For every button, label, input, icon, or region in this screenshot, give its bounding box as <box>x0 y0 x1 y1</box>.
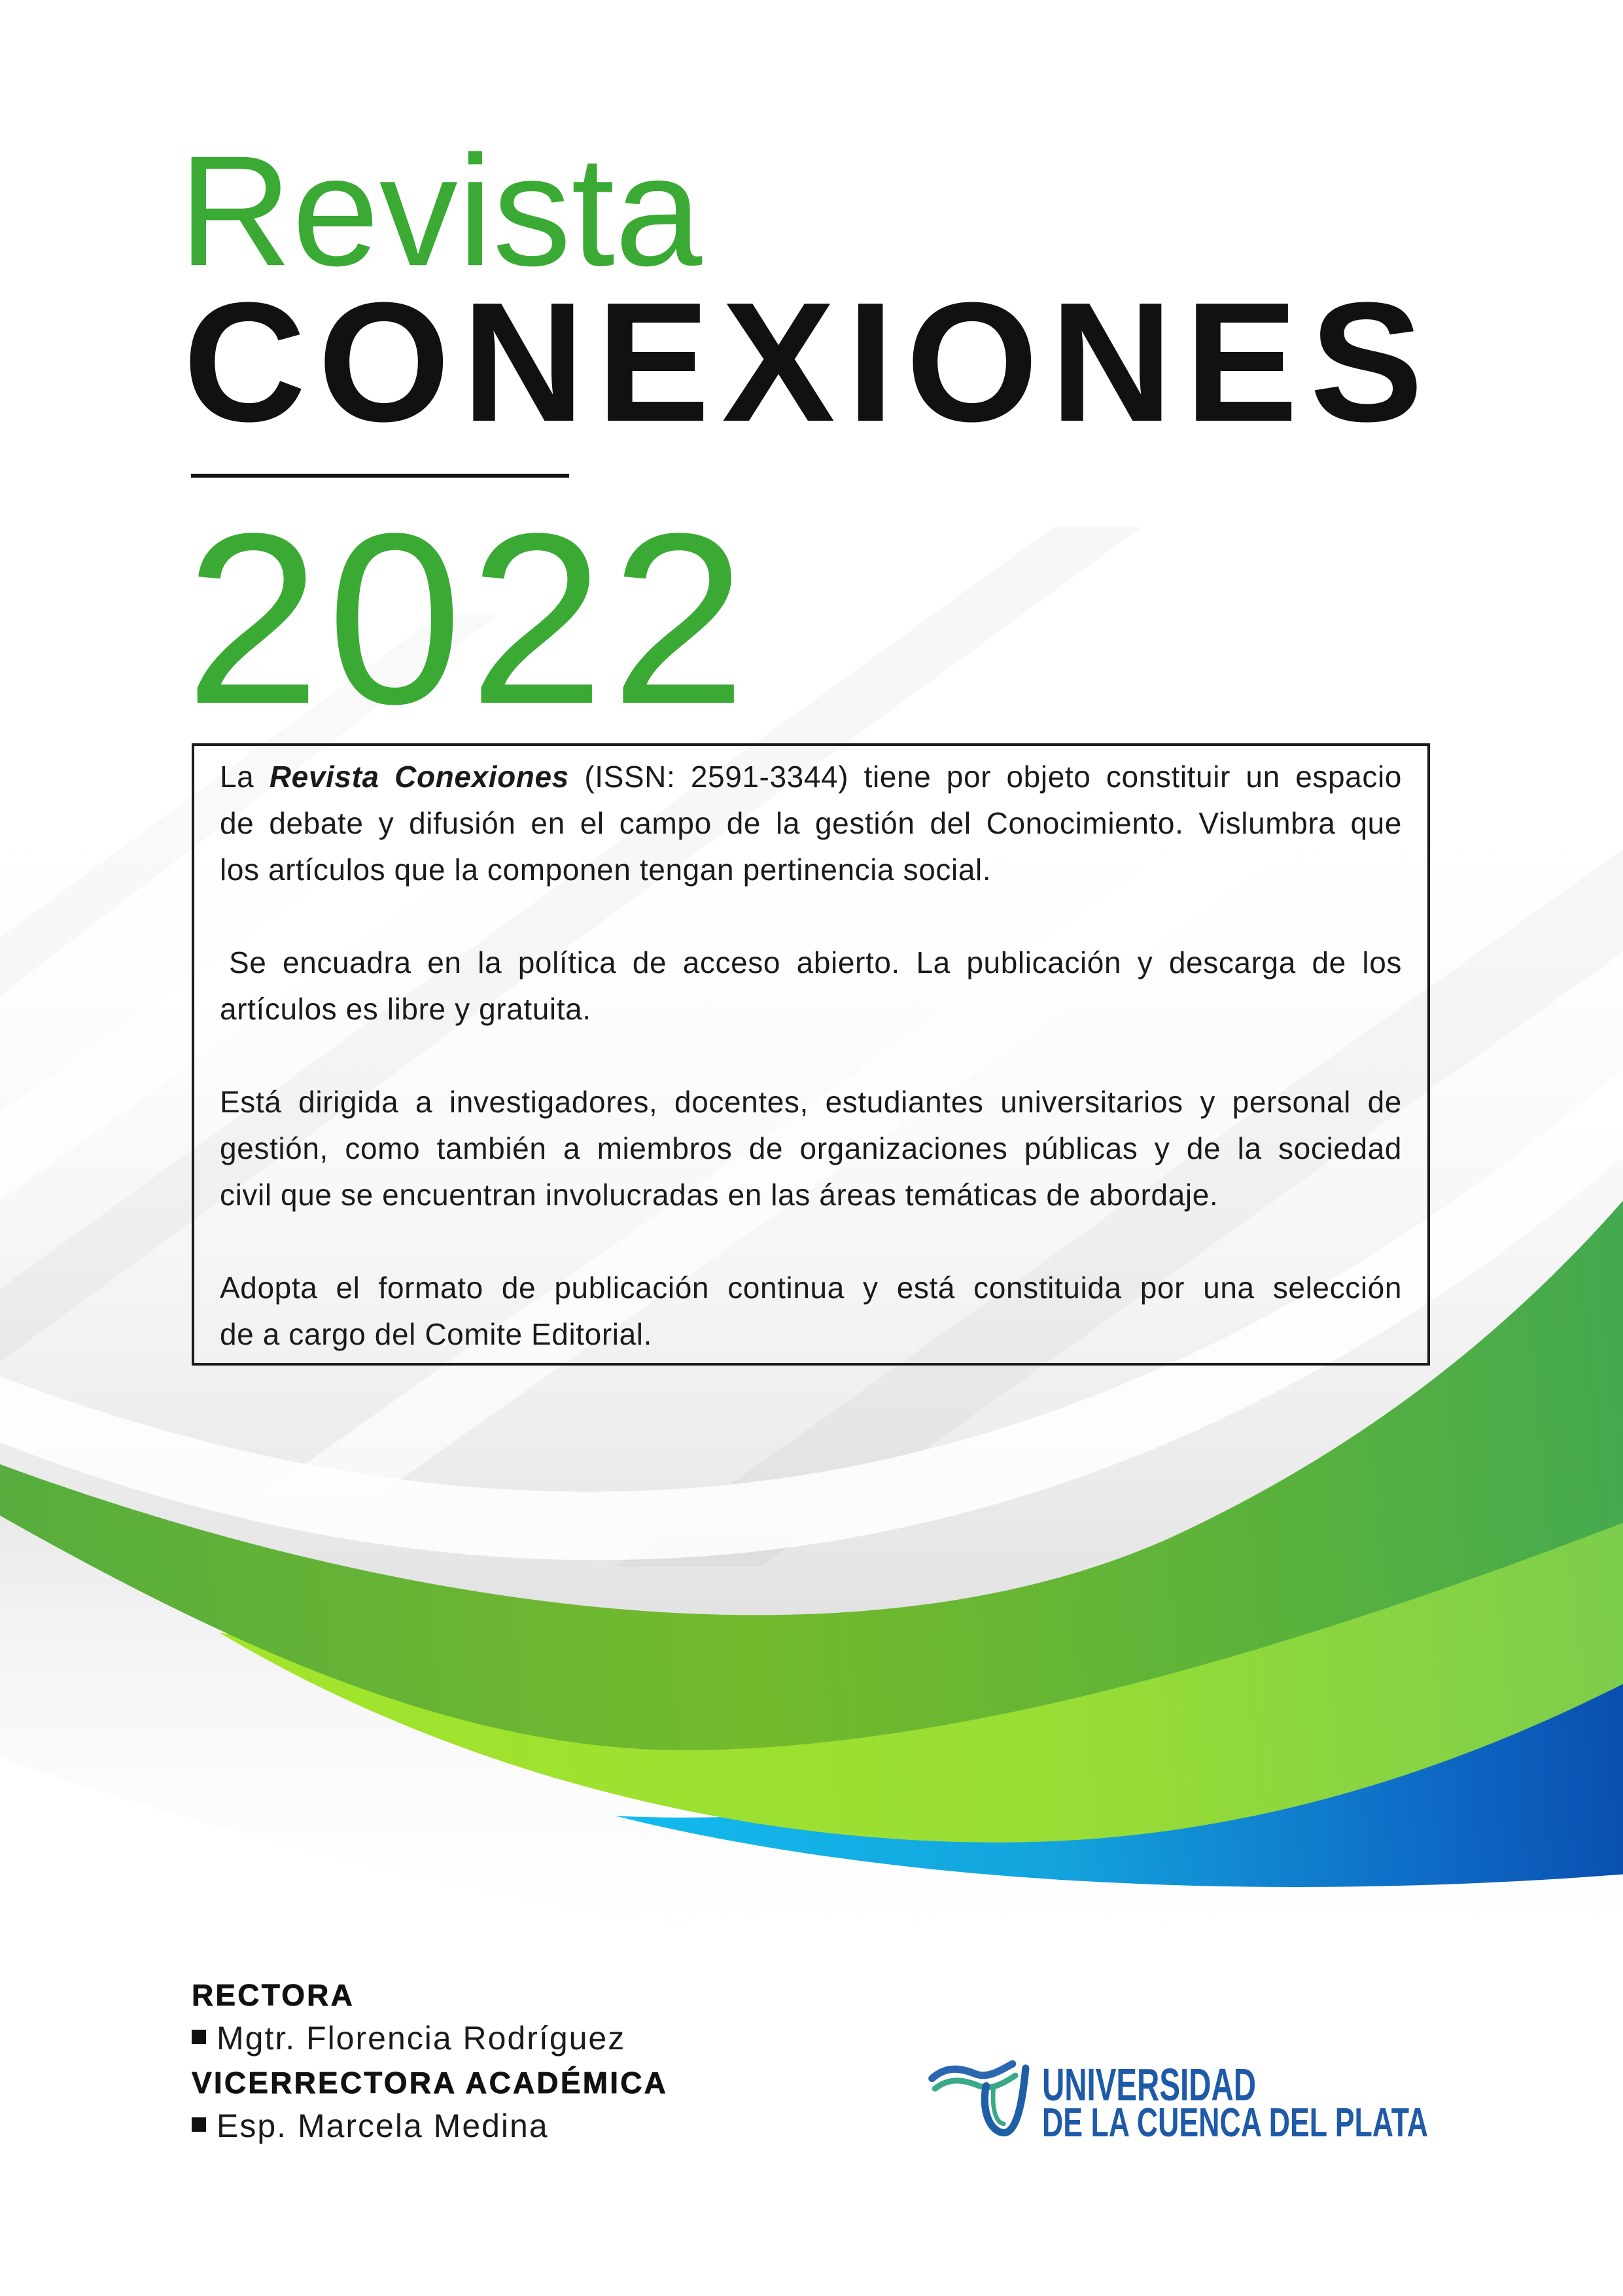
text-line: los artículos que la componen tengan pertinencia social. <box>220 853 992 887</box>
magazine-title: CONEXIONES <box>183 268 1435 457</box>
logo-line-1: UNIVERSIDAD <box>1042 2059 1256 2110</box>
intro-paragraph <box>220 940 1402 1033</box>
text-line: de debate y difusión en el campo de la gestión del Conocimiento. Vislumbra que <box>220 806 1402 840</box>
credit-name-row <box>192 2110 715 2144</box>
intro-text-box <box>192 743 1430 1366</box>
text-line <box>220 754 1402 800</box>
university-logo-wordmark <box>1042 2059 1448 2146</box>
text-fragment: (ISSN: 2591-3344) tiene por objeto constituir un espacio <box>584 760 1402 794</box>
credit-role-rectora: RECTORA <box>192 1978 355 2012</box>
text-line: Adopta el formato de publicación continua y está constituida por una selección <box>220 1271 1402 1305</box>
university-wave-logo-icon <box>929 2057 1032 2137</box>
text-line: Se encuadra en la política de acceso abierto. La publicación y descarga de los <box>229 945 1402 980</box>
logo-line-2: DE LA CUENCA DEL PLATA <box>1042 2100 1428 2146</box>
issue-year: 2022 <box>185 482 753 754</box>
credit-name: Esp. Marcela Medina <box>217 2108 549 2144</box>
journal-name-emphasis: Revista Conexiones <box>269 760 569 794</box>
title-divider <box>191 474 569 478</box>
text-line: artículos es libre y gratuita. <box>220 992 591 1026</box>
text-line: gestión, como también a miembros de organizaciones públicas y de la sociedad <box>220 1131 1402 1165</box>
text-line: civil que se encuentran involucradas en las áreas temáticas de abordaje. <box>220 1178 1219 1212</box>
credit-name: Mgtr. Florencia Rodríguez <box>217 2020 626 2057</box>
intro-paragraph <box>220 754 1402 893</box>
intro-paragraph <box>220 1265 1402 1358</box>
credit-name-row <box>192 2022 715 2056</box>
magazine-label: Revista <box>179 123 703 298</box>
text-line: de a cargo del Comite Editorial. <box>220 1317 652 1351</box>
square-bullet-icon <box>192 2117 206 2132</box>
credit-role-vicerrectora: VICERRECTORA ACADÉMICA <box>192 2066 669 2100</box>
text-fragment: La <box>220 760 254 794</box>
square-bullet-icon <box>192 2030 206 2044</box>
intro-paragraph <box>220 1079 1402 1218</box>
text-line: Está dirigida a investigadores, docentes, estudiantes universitarios y personal de <box>220 1085 1402 1119</box>
